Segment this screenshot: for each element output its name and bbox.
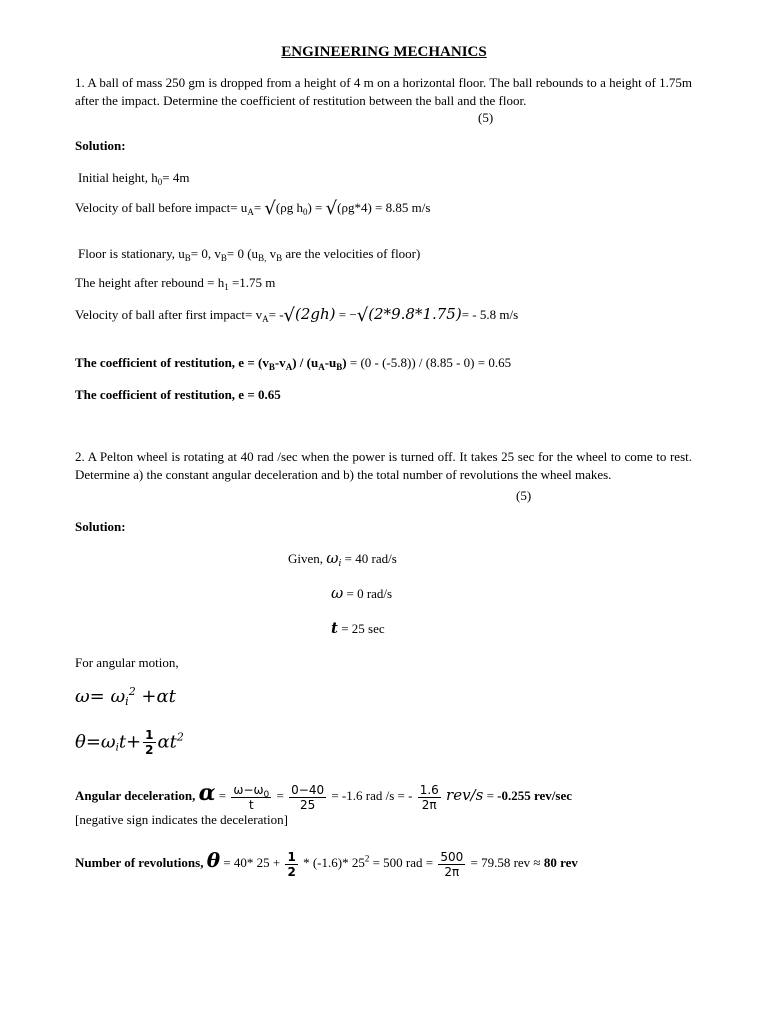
initial-height-line: Initial height, $h_0= 4m$ bbox=[78, 170, 190, 187]
solution-2-label: Solution: bbox=[75, 519, 126, 534]
question-1-marks: (5) bbox=[478, 110, 494, 125]
angular-motion-label: For angular motion, bbox=[75, 655, 179, 670]
question-2-text bbox=[75, 448, 692, 484]
negative-sign-note: [negative sign indicates the deceleration] bbox=[75, 812, 288, 827]
question-2-marks: (5) bbox=[516, 488, 532, 503]
coef-result-line: The coefficient of restitution, e = 0.65 bbox=[75, 387, 281, 402]
equation-omega: $\omega= \omega_i^2 +\alpha t$ bbox=[75, 685, 176, 708]
given-omega: ω = 0 rad/s bbox=[331, 584, 393, 602]
height-after-line: The height after rebound = $h_1 =1.75$ m bbox=[75, 275, 276, 292]
equation-theta: $\theta=\omega_it+$ $\frac{1}{2}$ $\alpha t^2$ bbox=[75, 728, 184, 757]
question-1-text bbox=[75, 74, 692, 110]
angular-deceleration-line: Angular deceleration, α = $\frac{\omega-\omega_0}{t}$ = $\frac{0-40}{25}$ = -1.6 rad /s = - $\frac{1.6}{2\pi}$ rev/s = -0.255 rev/sec bbox=[75, 780, 573, 812]
question-2-body: 2. A Pelton wheel is rotating at 40 rad /sec when the power is turned off. It takes 25 sec for the wheel to come to rest. Determine a) the constant angular deceleration and b) the total number of revolutions the wheel makes. bbox=[75, 449, 692, 482]
velocity-after-line: Velocity of ball after first impact= $v_A= -√(2gh) = -√(2*9.8*1.75)= - 5.8$ m/s bbox=[75, 305, 519, 326]
revolutions-line: Number of revolutions, θ = 40* 25 + $\frac{1}{2}$ * (-1.6)* $25^2 = 500$ rad = $\frac{500}{2\pi}$ = 79.58 rev ≈ 80 rev bbox=[75, 848, 578, 879]
floor-stationary-line: Floor is stationary, $u_B= 0$, $v_B= 0$ ($u_{B,}$ $v_B$ are the velocities of floor) bbox=[78, 246, 421, 263]
question-1-body: 1. A ball of mass 250 gm is dropped from a height of 4 m on a horizontal floor. The ball rebounds to a height of 1.75m after the impact. Determine the coefficient of restitution between the ball and the floor. bbox=[75, 75, 692, 108]
coef-formula-line: The coefficient of restitution, $e = (v_B-v_A) / (u_A-u_B) = (0 - (-5.8)) / (8.85 - 0) = 0.65$ bbox=[75, 355, 512, 372]
page-title: ENGINEERING MECHANICS bbox=[281, 44, 487, 60]
velocity-before-line: Velocity of ball before impact= $u_A= √(\rho g$ $h_0) = √(\rho g*4) = 8.85$ m/s bbox=[75, 198, 431, 219]
given-omega-i: Given, $\omega_i = 40$ rad/s bbox=[288, 549, 397, 569]
solution-1-label: Solution: bbox=[75, 138, 126, 153]
given-time: t = 25 sec bbox=[331, 619, 385, 637]
